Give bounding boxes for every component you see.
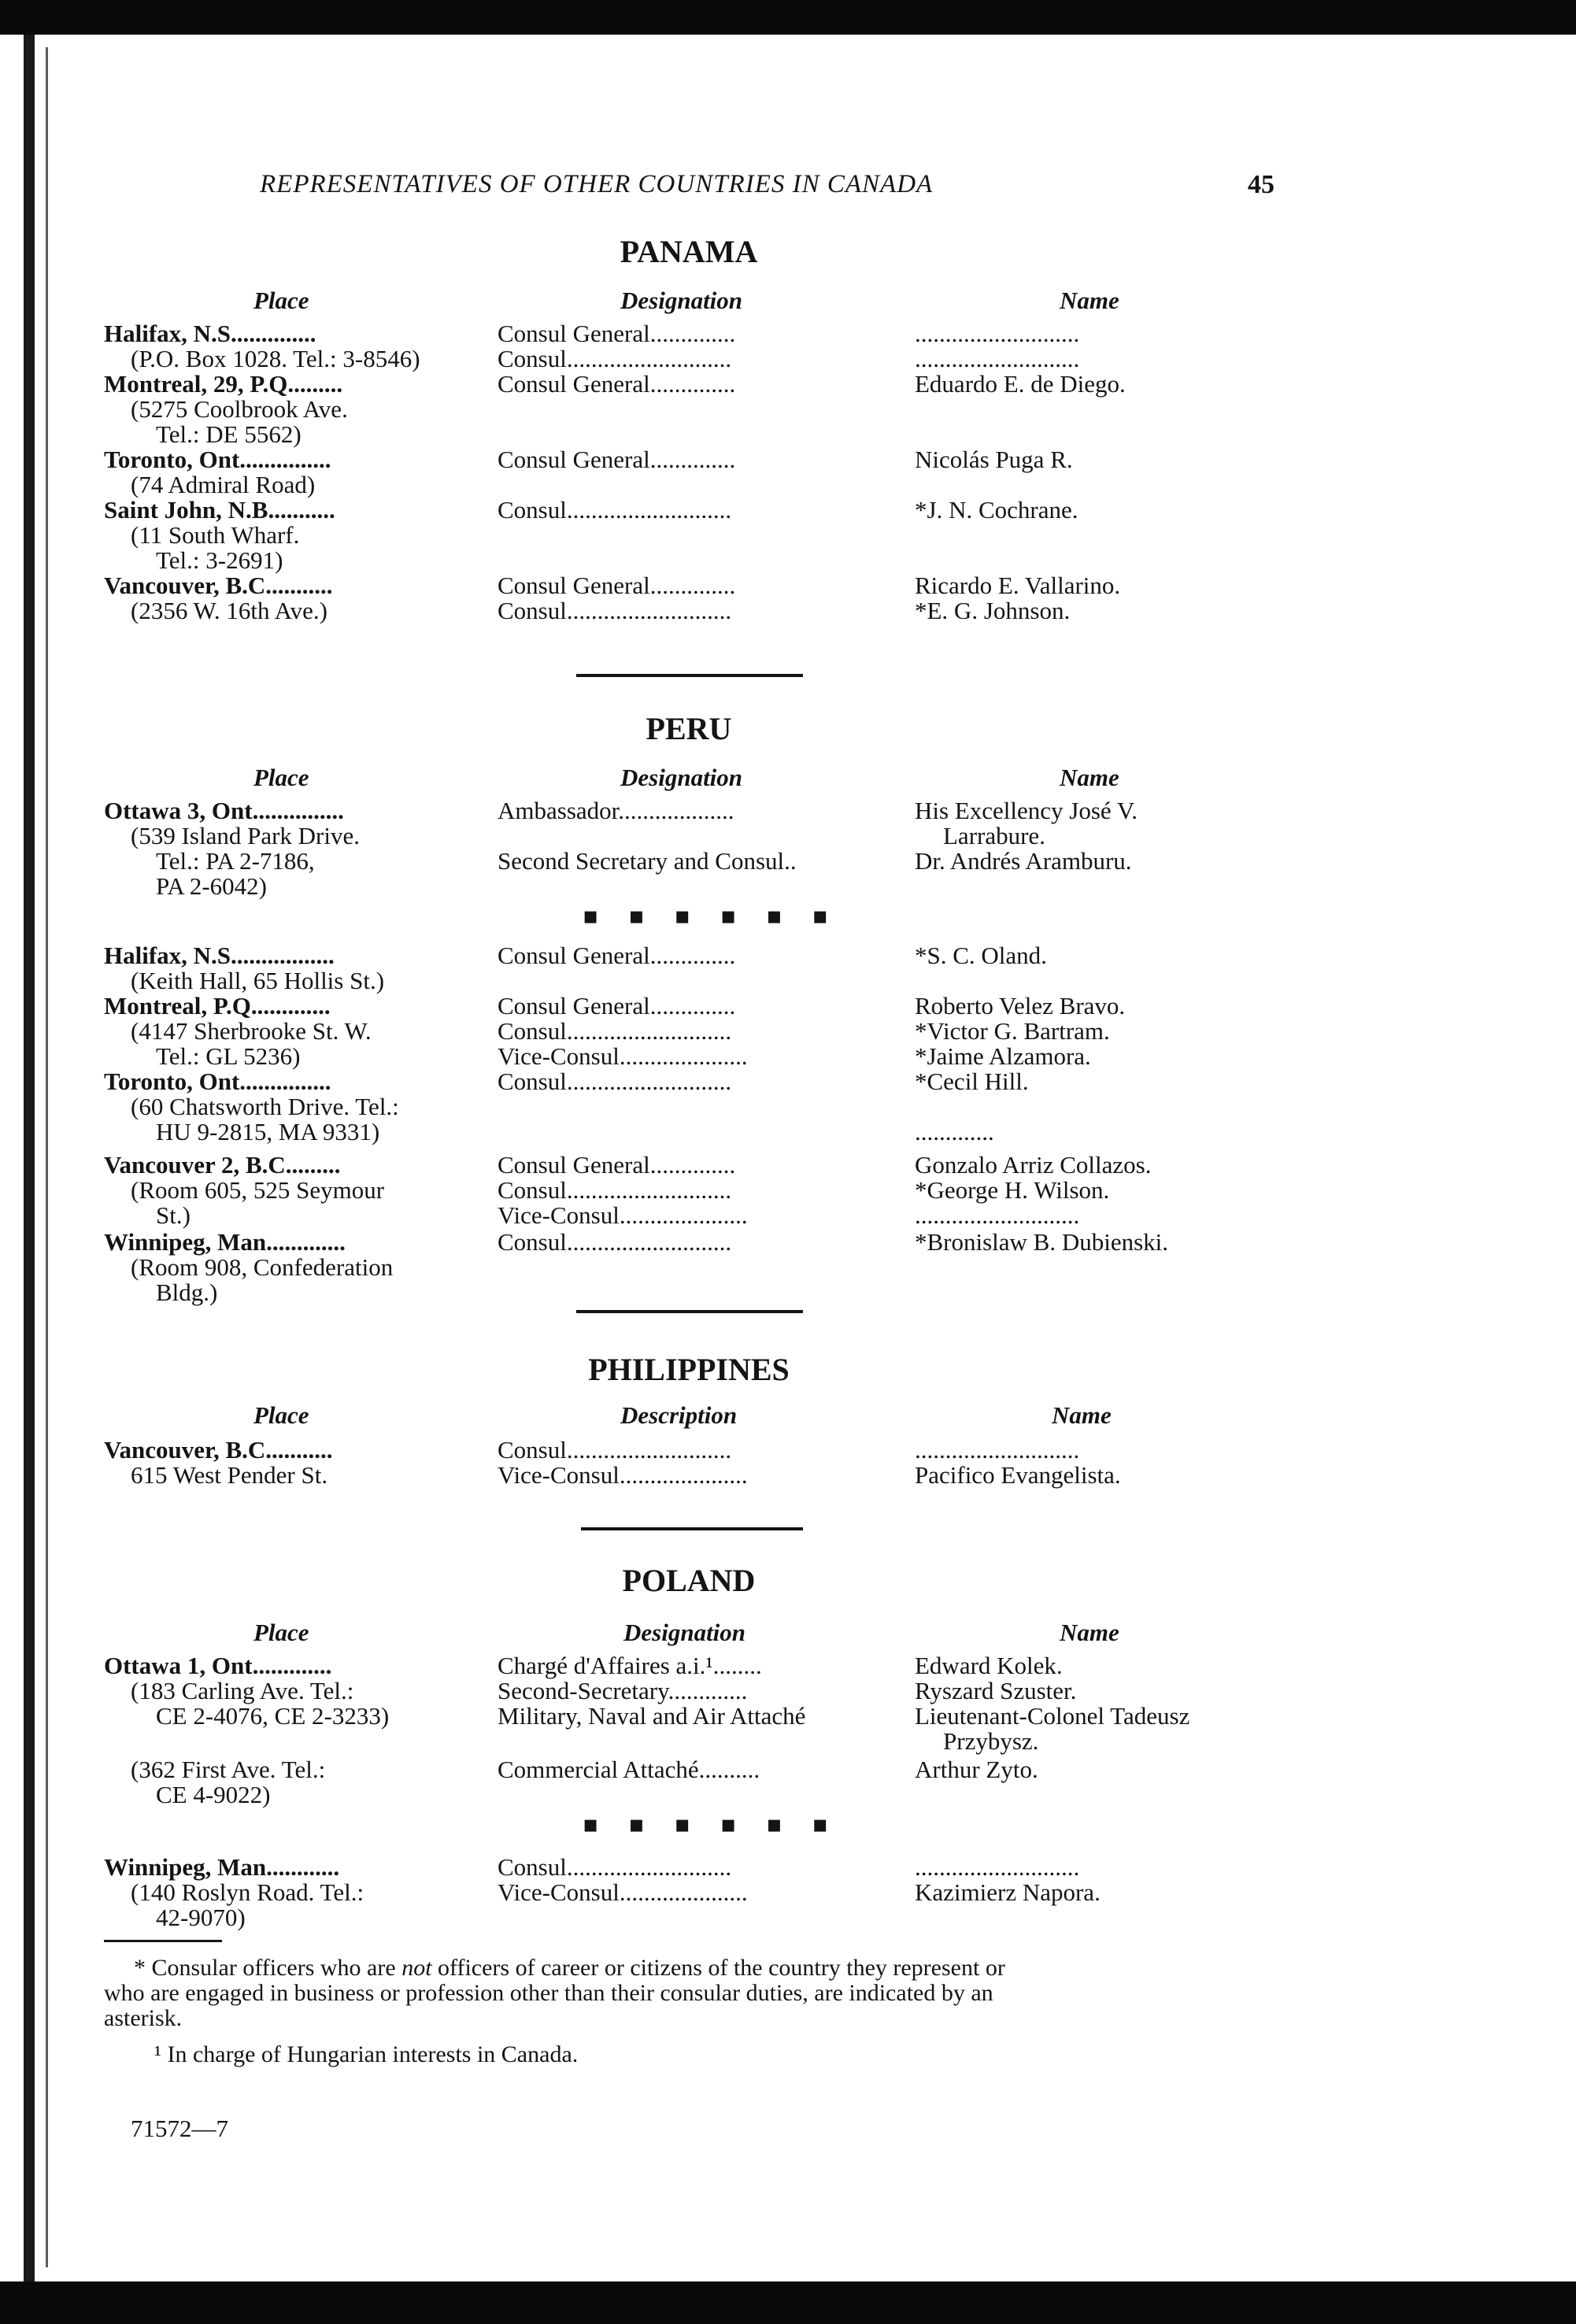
entry-address: St.): [156, 1201, 191, 1229]
footnote-text: officers of career or citizens of the country they represent or: [438, 1955, 1005, 1981]
entry-designation: Consul...........................: [498, 1068, 732, 1095]
entry-name: Nicolás Puga R.: [915, 446, 1073, 473]
footnote-marker: *: [134, 1955, 146, 1981]
entry-designation: Ambassador...................: [498, 797, 734, 824]
entry-name: ...........................: [915, 1201, 1080, 1229]
footnote-emphasis: not: [401, 1955, 432, 1981]
section-divider: [576, 674, 803, 677]
column-header-designation: Designation: [620, 764, 743, 791]
entry-address: (539 Island Park Drive.: [131, 822, 360, 849]
entry-designation: Consul...........................: [498, 1853, 732, 1881]
entry-place: Montreal, 29, P.Q.........: [104, 370, 343, 398]
entry-name: ...........................: [915, 1853, 1080, 1881]
entry-name: *George H. Wilson.: [915, 1176, 1110, 1204]
entry-name: Ricardo E. Vallarino.: [915, 572, 1121, 599]
entry-place: Vancouver, B.C...........: [104, 572, 333, 599]
entry-name: Edward Kolek.: [915, 1652, 1063, 1679]
entry-address: (140 Roslyn Road. Tel.:: [131, 1878, 364, 1906]
entry-name: His Excellency José V.: [915, 797, 1138, 824]
entry-place: Winnipeg, Man.............: [104, 1228, 346, 1256]
entry-designation: Consul General..............: [498, 572, 736, 599]
entry-name: Gonzalo Arriz Collazos.: [915, 1151, 1152, 1179]
section-divider: [581, 1527, 803, 1530]
entry-address: (60 Chatsworth Drive. Tel.:: [131, 1093, 399, 1120]
entry-place: Halifax, N.S..............: [104, 320, 316, 347]
entry-designation: Consul...........................: [498, 1228, 732, 1256]
entry-address: (Room 908, Confederation: [131, 1253, 394, 1281]
entry-designation: Consul General..............: [498, 446, 736, 473]
entry-address: Tel.: GL 5236): [156, 1042, 301, 1070]
section-title-poland: POLAND: [622, 1563, 756, 1598]
entry-designation: Consul General..............: [498, 1151, 736, 1179]
column-header-place: Place: [253, 764, 309, 791]
section-title-panama: PANAMA: [620, 234, 758, 269]
entry-place: Toronto, Ont...............: [104, 1068, 331, 1095]
entry-designation: Consul General..............: [498, 942, 736, 969]
entry-address: HU 9-2815, MA 9331): [156, 1118, 380, 1145]
scan-top-edge: [0, 0, 1576, 35]
footnote-text: Consular officers who are: [151, 1955, 396, 1981]
entry-name: *Jaime Alzamora.: [915, 1042, 1091, 1070]
entry-name: Ryszard Szuster.: [915, 1677, 1077, 1704]
section-title-philippines: PHILIPPINES: [588, 1352, 790, 1387]
section-separator-dots: ▪▪▪▪▪▪: [583, 1811, 858, 1838]
column-header-description: Description: [620, 1401, 738, 1429]
entry-place: Saint John, N.B...........: [104, 496, 335, 524]
entry-name: Kazimierz Napora.: [915, 1878, 1101, 1906]
footnote-asterisk: [104, 1956, 1293, 1981]
footnote-rule: [104, 1940, 222, 1942]
column-header-name: Name: [1060, 287, 1119, 314]
column-header-name: Name: [1052, 1401, 1112, 1429]
entry-address: (2356 W. 16th Ave.): [131, 597, 327, 624]
entry-designation: Consul...........................: [498, 597, 732, 624]
entry-place: Vancouver, B.C...........: [104, 1436, 333, 1464]
entry-address: (Keith Hall, 65 Hollis St.): [131, 967, 385, 994]
entry-address: CE 4-9022): [156, 1781, 271, 1808]
entry-name: Eduardo E. de Diego.: [915, 370, 1126, 398]
entry-designation: Consul...........................: [498, 345, 732, 372]
entry-designation: Consul...........................: [498, 1017, 732, 1045]
entry-place: Ottawa 3, Ont...............: [104, 797, 344, 824]
column-header-designation: Designation: [623, 1619, 746, 1646]
entry-designation: Consul General..............: [498, 320, 736, 347]
entry-name: ...........................: [915, 345, 1080, 372]
entry-name: Dr. Andrés Aramburu.: [915, 847, 1132, 875]
entry-address: (74 Admiral Road): [131, 471, 316, 498]
entry-name: *Victor G. Bartram.: [915, 1017, 1110, 1045]
entry-designation: Military, Naval and Air Attaché: [498, 1702, 806, 1730]
entry-place: Ottawa 1, Ont.............: [104, 1652, 332, 1679]
entry-name: ...........................: [915, 1436, 1080, 1464]
entry-name: .............: [915, 1118, 994, 1145]
running-header: REPRESENTATIVES OF OTHER COUNTRIES IN CANADA: [260, 170, 934, 198]
printer-code: 71572—7: [131, 2115, 228, 2142]
entry-place: Vancouver 2, B.C.........: [104, 1151, 341, 1179]
entry-designation: Consul General..............: [498, 370, 736, 398]
entry-address: Tel.: 3-2691): [156, 546, 283, 574]
scan-left-edge: [24, 35, 35, 2281]
entry-name: *E. G. Johnson.: [915, 597, 1071, 624]
entry-designation: Consul...........................: [498, 1436, 732, 1464]
entry-name: Arthur Zyto.: [915, 1756, 1038, 1783]
entry-address: (11 South Wharf.: [131, 521, 300, 549]
entry-address: (362 First Ave. Tel.:: [131, 1756, 326, 1783]
entry-name: Roberto Velez Bravo.: [915, 992, 1126, 1020]
footnote-line: who are engaged in business or profession other than their consular duties, are indicated by an: [104, 1980, 993, 2006]
entry-name: Przybysz.: [943, 1727, 1039, 1755]
entry-name: Larrabure.: [943, 822, 1045, 849]
entry-address: 42-9070): [156, 1904, 246, 1931]
entry-name: *S. C. Oland.: [915, 942, 1047, 969]
entry-designation: Second Secretary and Consul..: [498, 847, 797, 875]
entry-address: (5275 Coolbrook Ave.: [131, 395, 348, 423]
entry-name: Lieutenant-Colonel Tadeusz: [915, 1702, 1190, 1730]
entry-name: *J. N. Cochrane.: [915, 496, 1078, 524]
footnote-hungarian: ¹ In charge of Hungarian interests in Canada.: [154, 2041, 579, 2067]
entry-name: Pacifico Evangelista.: [915, 1461, 1121, 1489]
section-title-peru: PERU: [646, 711, 732, 746]
entry-address: Tel.: PA 2-7186,: [156, 847, 315, 875]
scan-left-edge-line: [46, 47, 48, 2267]
entry-address: PA 2-6042): [156, 872, 267, 900]
entry-address: (P.O. Box 1028. Tel.: 3-8546): [131, 345, 420, 372]
entry-name: *Cecil Hill.: [915, 1068, 1029, 1095]
page-number: 45: [1248, 170, 1274, 199]
entry-place: Winnipeg, Man............: [104, 1853, 340, 1881]
entry-address: Bldg.): [156, 1279, 218, 1306]
section-separator-dots: ▪▪▪▪▪▪: [583, 902, 858, 930]
entry-address: CE 2-4076, CE 2-3233): [156, 1702, 390, 1730]
entry-designation: Vice-Consul.....................: [498, 1201, 748, 1229]
footnote-line: asterisk.: [104, 2005, 183, 2031]
column-header-designation: Designation: [620, 287, 743, 314]
entry-place: Halifax, N.S.................: [104, 942, 335, 969]
entry-designation: Consul General..............: [498, 992, 736, 1020]
entry-designation: Consul...........................: [498, 1176, 732, 1204]
column-header-place: Place: [253, 287, 309, 314]
section-divider: [576, 1310, 803, 1313]
column-header-name: Name: [1060, 764, 1119, 791]
entry-address: Tel.: DE 5562): [156, 420, 302, 448]
entry-designation: Vice-Consul.....................: [498, 1878, 748, 1906]
entry-name: *Bronislaw B. Dubienski.: [915, 1228, 1169, 1256]
column-header-place: Place: [253, 1401, 309, 1429]
entry-address: (4147 Sherbrooke St. W.: [131, 1017, 372, 1045]
entry-name: ...........................: [915, 320, 1080, 347]
entry-designation: Commercial Attaché..........: [498, 1756, 760, 1783]
entry-address: (183 Carling Ave. Tel.:: [131, 1677, 354, 1704]
entry-designation: Second-Secretary.............: [498, 1677, 748, 1704]
column-header-place: Place: [253, 1619, 309, 1646]
entry-address: (Room 605, 525 Seymour: [131, 1176, 385, 1204]
entry-designation: Vice-Consul.....................: [498, 1042, 748, 1070]
entry-place: Montreal, P.Q.............: [104, 992, 331, 1020]
entry-place: Toronto, Ont...............: [104, 446, 331, 473]
entry-designation: Consul...........................: [498, 496, 732, 524]
column-header-name: Name: [1060, 1619, 1119, 1646]
entry-designation: Vice-Consul.....................: [498, 1461, 748, 1489]
entry-designation: Chargé d'Affaires a.i.¹........: [498, 1652, 762, 1679]
scan-bottom-edge: [0, 2281, 1576, 2324]
entry-address: 615 West Pender St.: [131, 1461, 328, 1489]
